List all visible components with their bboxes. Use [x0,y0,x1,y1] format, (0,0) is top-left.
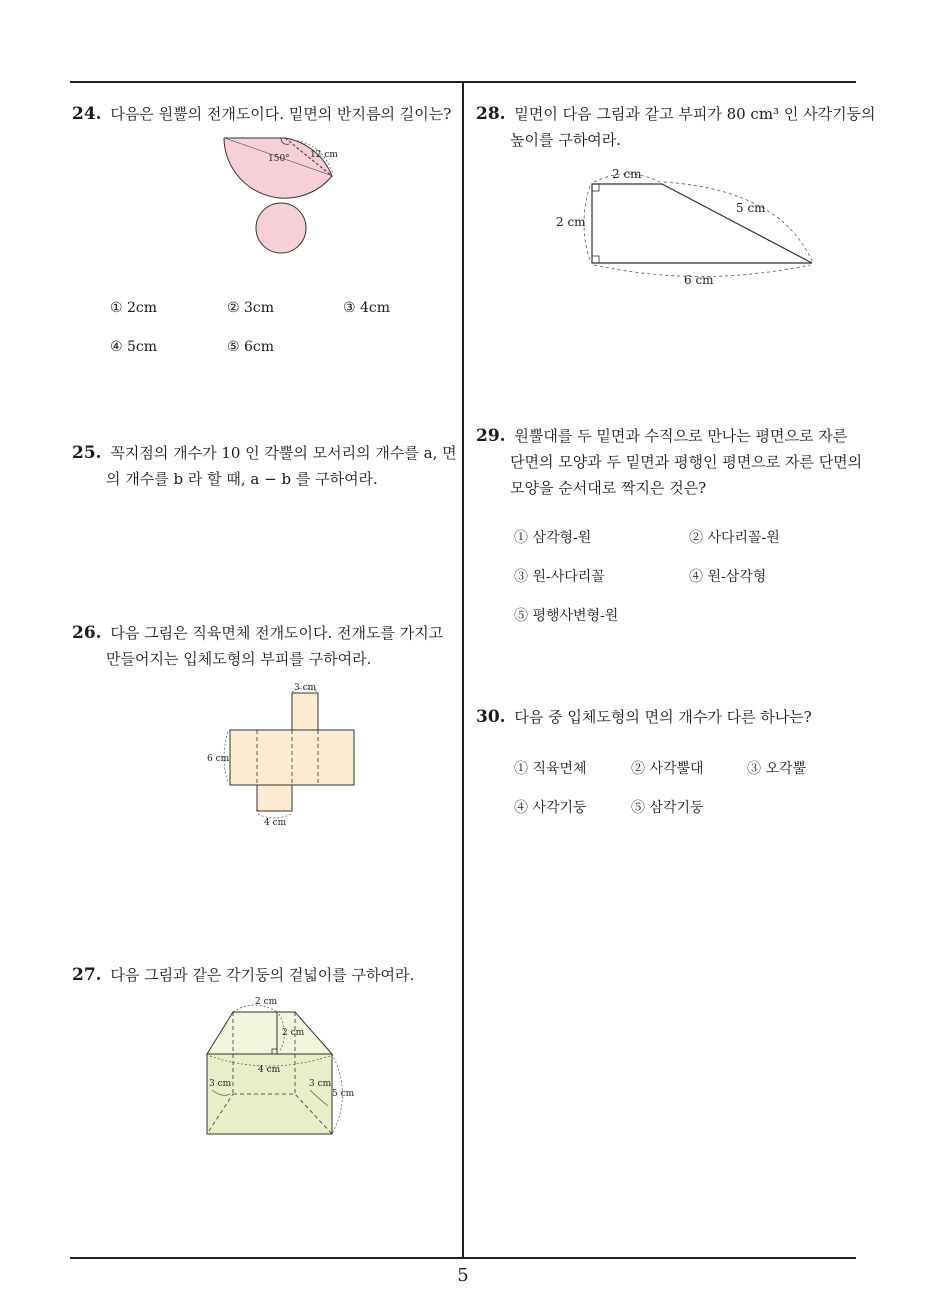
choice-1[interactable]: ① 삼각형-원 [514,530,592,546]
choice-5[interactable]: ⑤ 평행사변형-원 [514,608,619,624]
question-number: 24. [72,104,102,124]
question-text: 다음은 원뿔의 전개도이다. 밑면의 반지름의 길이는? [110,105,452,123]
question-number: 27. [72,965,102,985]
question-number: 30. [476,707,506,727]
side-label: 5 cm [332,1089,355,1099]
bottom-rule [70,1257,856,1259]
top-label: 2 cm [255,997,278,1007]
cone-net-figure [215,134,345,256]
question-text-line1: 원뿔대를 두 밑면과 수직으로 만나는 평면으로 자른 [514,427,848,445]
right-label: 3 cm [309,1079,332,1089]
choice-2[interactable]: ② 3cm [227,300,275,316]
question-text: 다음 중 입체도형의 면의 개수가 다른 하나는? [514,708,812,726]
prism-figure [198,994,358,1139]
question-24 [72,101,451,127]
choice-2[interactable]: ② 사다리꼴-원 [689,530,780,546]
slant-label: 5 cm [736,201,766,215]
question-30 [476,704,812,730]
inner-label: 2 cm [282,1028,305,1038]
choice-2[interactable]: ② 사각뿔대 [631,761,704,777]
trapezoid-figure [550,160,820,290]
cuboid-net-figure [200,678,360,828]
angle-label: 150° [268,154,290,164]
question-text-line3: 모양을 순서대로 짝지은 것은? [510,479,707,497]
question-number: 26. [72,623,102,643]
question-number: 28. [476,104,506,124]
choice-1[interactable]: ① 2cm [110,300,158,316]
question-27 [72,962,414,988]
question-25 [72,440,457,492]
page-number: 5 [457,1265,469,1286]
question-text-line1: 꼭지점의 개수가 10 인 각뿔의 모서리의 개수를 a, 면 [110,444,457,462]
question-text-line1: 밑면이 다음 그림과 같고 부피가 80 cm³ 인 사각기둥의 [514,105,876,123]
question-28 [476,101,876,153]
question-number: 25. [72,443,102,463]
question-number: 29. [476,426,506,446]
question-text-line1: 다음 그림은 직육면체 전개도이다. 전개도를 가지고 [110,624,444,642]
choice-5[interactable]: ⑤ 6cm [227,339,275,355]
left-label: 3 cm [209,1079,232,1089]
choice-4[interactable]: ④ 사각기둥 [514,800,587,816]
left-label: 6 cm [207,754,230,764]
top-label: 2 cm [612,167,642,181]
question-29 [476,423,862,501]
choice-4[interactable]: ④ 5cm [110,339,158,355]
question-text-line2: 단면의 모양과 두 밑면과 평행인 평면으로 자른 단면의 [510,453,863,471]
question-text-line2: 의 개수를 b 라 할 때, a − b 를 구하여라. [106,470,378,488]
cone-base-circle [256,203,306,253]
choice-3[interactable]: ③ 4cm [343,300,391,316]
question-text: 다음 그림과 같은 각기둥의 겉넓이를 구하여라. [110,966,415,984]
choice-3[interactable]: ③ 원-사다리꼴 [514,569,605,585]
bottom-label: 4 cm [264,818,287,828]
choice-5[interactable]: ⑤ 삼각기둥 [631,800,704,816]
column-divider [462,82,464,1258]
question-text-line2: 만들어지는 입체도형의 부피를 구하여라. [106,650,372,668]
choice-3[interactable]: ③ 오각뿔 [747,761,807,777]
choice-1[interactable]: ① 직육면체 [514,761,587,777]
left-label: 2 cm [556,215,586,229]
choice-4[interactable]: ④ 원-삼각형 [689,569,767,585]
bottom-label: 6 cm [684,273,714,287]
question-text-line2: 높이를 구하여라. [510,131,621,149]
mid-label: 4 cm [258,1065,281,1075]
slant-label: 12 cm [310,150,338,160]
top-label: 3 cm [294,683,317,693]
question-26 [72,620,443,672]
